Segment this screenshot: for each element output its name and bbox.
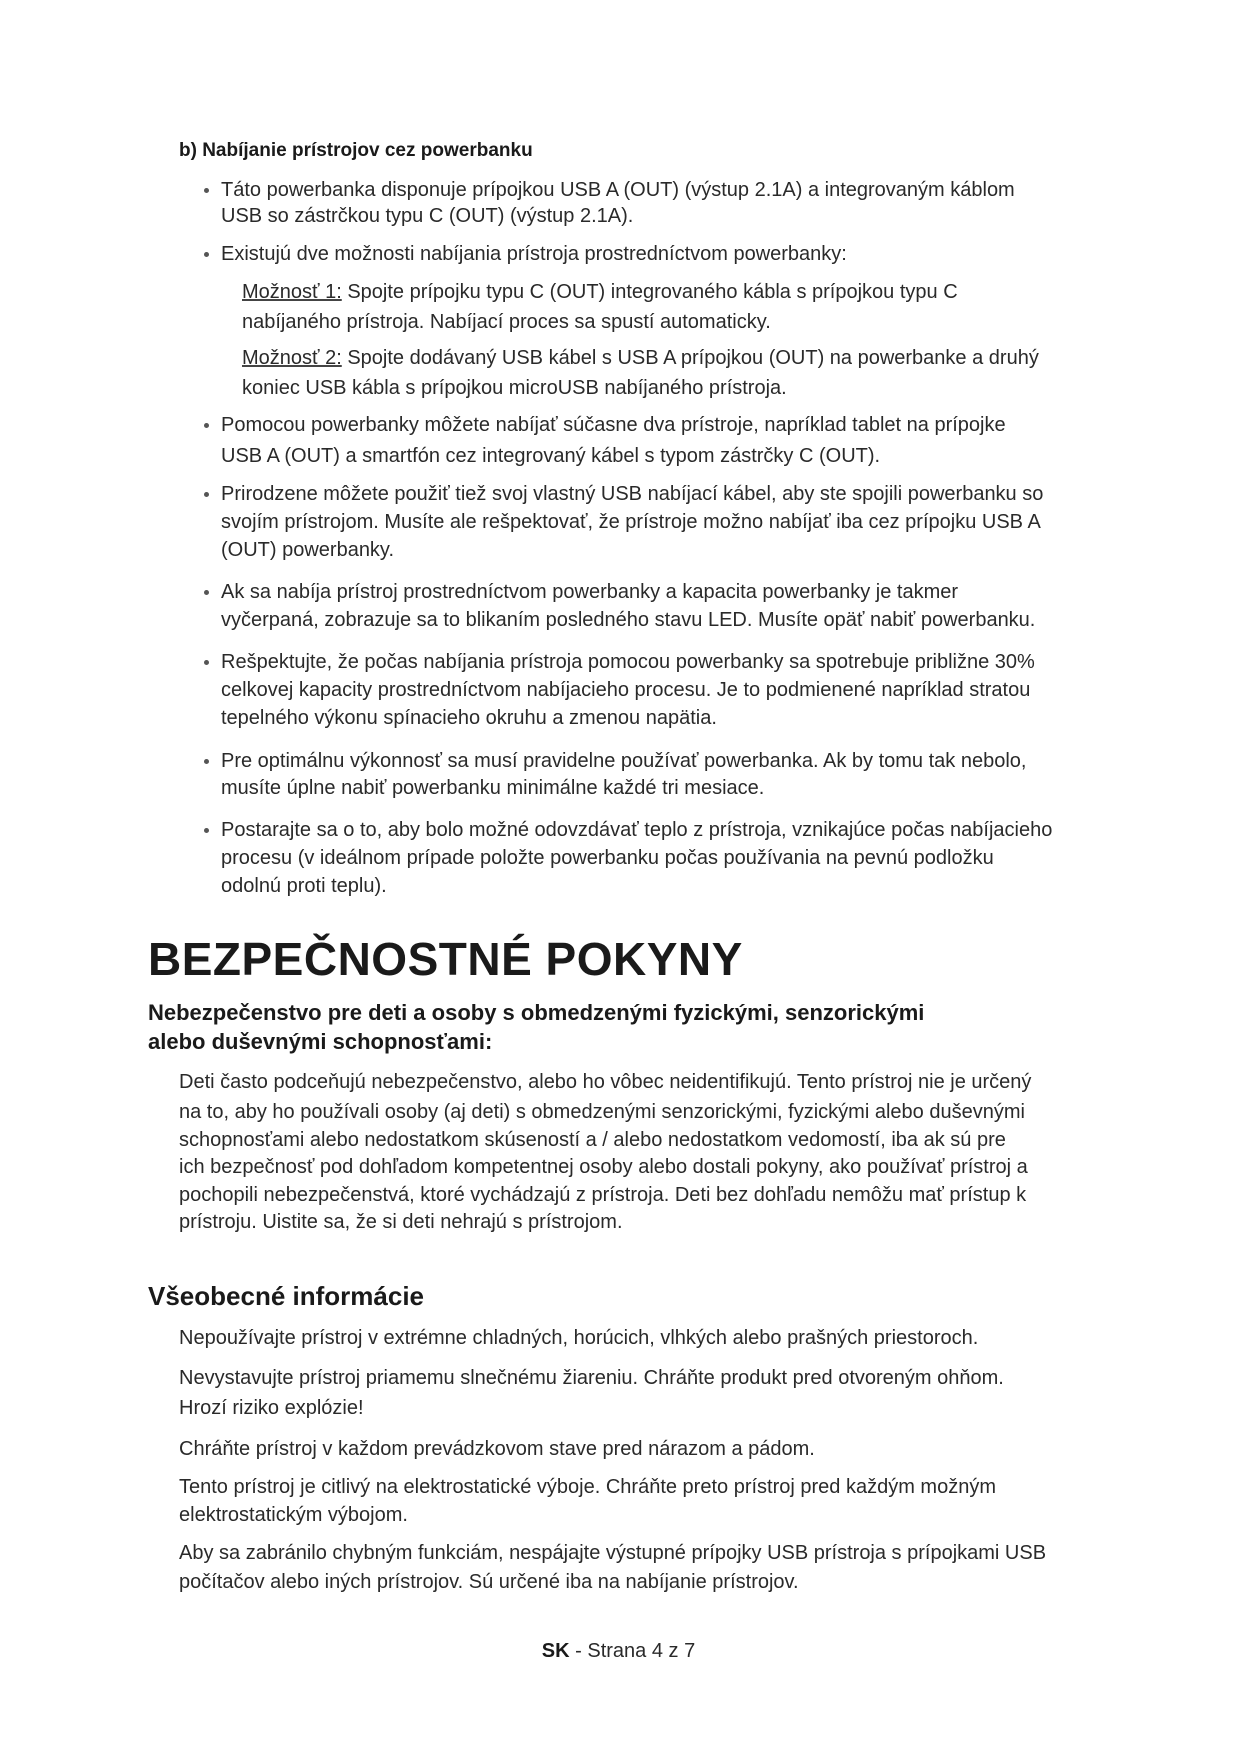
bullet-2-line: Existujú dve možnosti nabíjania prístroja prostredníctvom powerbanky: <box>221 243 847 265</box>
general-paragraph-line: elektrostatickým výbojom. <box>179 1504 408 1526</box>
safety-paragraph-line: na to, aby ho používali osoby (aj deti) s obmedzenými senzorickými, fyzickými alebo duševnými <box>179 1101 1025 1123</box>
bullet-7-line: Pre optimálnu výkonnosť sa musí pravidelne používať powerbanka. Ak by tomu tak nebolo, <box>221 750 1027 772</box>
bullet-icon <box>204 492 209 497</box>
option-1-text: Spojte prípojku typu C (OUT) integrovaného kábla s prípojkou typu C <box>341 281 958 303</box>
bullet-icon <box>204 423 209 428</box>
bullet-icon <box>204 660 209 665</box>
option-2-line <box>242 346 1039 370</box>
bullet-icon <box>204 188 209 193</box>
general-paragraph-line: počítačov alebo iných prístrojov. Sú určené iba na nabíjanie prístrojov. <box>179 1571 799 1593</box>
bullet-4-line: (OUT) powerbanky. <box>221 539 395 561</box>
safety-paragraph-line: ich bezpečnosť pod dohľadom kompetentnej osoby alebo dostali pokyny, ako používať prístroj a <box>179 1156 1028 1178</box>
language-code: SK <box>541 1640 570 1662</box>
general-paragraph-line: Hrozí riziko explózie! <box>179 1397 364 1419</box>
general-paragraph-line: Nepoužívajte prístroj v extrémne chladných, horúcich, vlhkých alebo prašných priestoroch. <box>179 1327 979 1349</box>
page-number: - Strana 4 z 7 <box>569 1640 696 1662</box>
section-heading-charging: b) Nabíjanie prístrojov cez powerbanku <box>179 140 533 161</box>
bullet-6-line: celkovej kapacity prostredníctvom nabíjacieho procesu. Je to podmienené napríklad stratou <box>221 679 1031 701</box>
bullet-8-line: Postarajte sa o to, aby bolo možné odovzdávať teplo z prístroja, vznikajúce počas nabíjacieho <box>221 819 1053 841</box>
bullet-1-line: Táto powerbanka disponuje prípojkou USB A (OUT) (výstup 2.1A) a integrovaným káblom <box>221 179 1015 201</box>
safety-subheading: Nebezpečenstvo pre deti a osoby s obmedzenými fyzickými, senzorickými <box>148 1000 925 1025</box>
bullet-3-line: Pomocou powerbanky môžete nabíjať súčasne dva prístroje, napríklad tablet na prípojke <box>221 414 1006 436</box>
bullet-6-line: Rešpektujte, že počas nabíjania prístroja pomocou powerbanky sa spotrebuje približne 30% <box>221 651 1035 673</box>
general-paragraph-line: Chráňte prístroj v každom prevádzkovom stave pred nárazom a pádom. <box>179 1438 815 1460</box>
bullet-4-line: svojím prístrojom. Musíte ale rešpektovať, že prístroje možno nabíjať iba cez prípojku USB A <box>221 511 1041 533</box>
option-1-label: Možnosť 1: <box>242 281 342 303</box>
general-paragraph-line: Aby sa zabránilo chybným funkciám, nespájajte výstupné prípojky USB prístroja s prípojkami USB <box>179 1542 1047 1564</box>
general-paragraph-line: Nevystavujte prístroj priamemu slnečnému žiareniu. Chráňte produkt pred otvoreným ohňom. <box>179 1367 1004 1389</box>
safety-paragraph-line: prístroju. Uistite sa, že si deti nehrajú s prístrojom. <box>179 1211 623 1233</box>
page-footer <box>0 1640 1237 1663</box>
option-1-line: nabíjaného prístroja. Nabíjací proces sa spustí automaticky. <box>242 311 771 333</box>
option-2-line: koniec USB kábla s prípojkou microUSB nabíjaného prístroja. <box>242 377 787 399</box>
bullet-1-line: USB so zástrčkou typu C (OUT) (výstup 2.1A). <box>221 205 634 227</box>
bullet-6-line: tepelného výkonu spínacieho okruhu a zmenou napätia. <box>221 707 717 729</box>
general-info-title: Všeobecné informácie <box>148 1281 424 1311</box>
bullet-7-line: musíte úplne nabiť powerbanku minimálne každé tri mesiace. <box>221 777 765 799</box>
bullet-icon <box>204 828 209 833</box>
bullet-3-line: USB A (OUT) a smartfón cez integrovaný kábel s typom zástrčky C (OUT). <box>221 445 881 467</box>
bullet-5-line: Ak sa nabíja prístroj prostredníctvom powerbanky a kapacita powerbanky je takmer <box>221 581 959 603</box>
bullet-icon <box>204 590 209 595</box>
general-paragraph-line: Tento prístroj je citlivý na elektrostatické výboje. Chráňte preto prístroj pred každým možným <box>179 1476 996 1498</box>
safety-paragraph-line: schopnosťami alebo nedostatkom skúseností a / alebo nedostatkom vedomostí, iba ak sú pre <box>179 1129 1006 1151</box>
option-1-line <box>242 280 958 304</box>
safety-subheading: alebo duševnými schopnosťami: <box>148 1029 493 1054</box>
bullet-5-line: vyčerpaná, zobrazuje sa to blikaním posledného stavu LED. Musíte opäť nabiť powerbanku. <box>221 609 1036 631</box>
bullet-8-line: odolnú proti teplu). <box>221 875 387 897</box>
option-2-text: Spojte dodávaný USB kábel s USB A prípojkou (OUT) na powerbanke a druhý <box>341 347 1039 369</box>
bullet-8-line: procesu (v ideálnom prípade položte powerbanku počas používania na pevnú podložku <box>221 847 994 869</box>
bullet-icon <box>204 759 209 764</box>
bullet-4-line: Prirodzene môžete použiť tiež svoj vlastný USB nabíjací kábel, aby ste spojili powerbanku so <box>221 483 1044 505</box>
bullet-icon <box>204 252 209 257</box>
safety-paragraph-line: Deti často podceňujú nebezpečenstvo, alebo ho vôbec neidentifikujú. Tento prístroj nie je určený <box>179 1071 1032 1093</box>
safety-title: BEZPEČNOSTNÉ POKYNY <box>148 933 743 985</box>
safety-paragraph-line: pochopili nebezpečenstvá, ktoré vychádzajú z prístroja. Deti bez dohľadu nemôžu mať prístup k <box>179 1184 1027 1206</box>
option-2-label: Možnosť 2: <box>242 347 342 369</box>
